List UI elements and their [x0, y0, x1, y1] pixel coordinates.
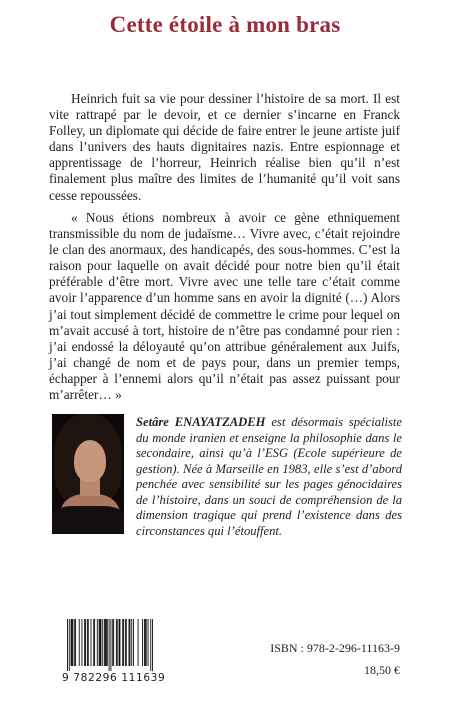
barcode-bar: [122, 619, 123, 666]
barcode-bar: [104, 619, 105, 666]
barcode-bar: [110, 619, 111, 671]
barcode-bar: [152, 619, 153, 671]
barcode-bar: [113, 619, 114, 666]
barcode-bar: [97, 619, 98, 666]
barcode-bar: [100, 619, 101, 666]
barcode-bar: [148, 619, 149, 666]
isbn-text: ISBN : 978-2-296-11163-9: [270, 641, 400, 655]
barcode-bar: [79, 619, 80, 666]
price-text: 18,50 €: [364, 663, 400, 677]
barcode-bar: [107, 619, 108, 666]
barcode-bar: [88, 619, 89, 666]
barcode-bar: [138, 619, 139, 666]
barcode-bar: [74, 619, 75, 666]
barcode-bar: [129, 619, 130, 666]
barcode-bar: [106, 619, 107, 666]
barcode-bar: [144, 619, 145, 666]
author-photo: [52, 414, 124, 534]
author-bio: [136, 415, 402, 539]
quote-paragraph: « Nous étions nombreux à avoir ce gène ethniquement transmissible du nom de judaïsme… Vivre avec, c’était rejoindre le clan des anormaux, des handicapés, des sous-hommes. C’est la raison pour laquelle on avait décidé pour notre bien qu’il était préférable d’être mort. Vivre avec une telle tare c’était comme avoir l’apparence d’un homme sans en avoir la dignité (…) Alors j’ai tout simplement décidé de commettre le crime pour lequel on m’avait accusé à tort, histoire de n’être pas condamné pour rien : j’ai endossé la déloyauté qu’on attribue généralement aux Juifs, j’ai changé de nom et de pays pour, dans un premier temps, échapper à l’ennemi alors qu’il n’était pas assez puissant pour m’arrêter… »: [49, 210, 400, 403]
barcode-bars: [67, 619, 153, 671]
barcode-bar: [150, 619, 151, 671]
barcode-bar: [142, 619, 143, 666]
barcode-bar: [85, 619, 86, 666]
barcode-bar: [81, 619, 82, 666]
barcode-bar: [84, 619, 85, 666]
barcode-bar: [72, 619, 73, 666]
barcode-digits: 9 782296 111639: [62, 672, 166, 684]
author-name: Setâre ENAYATZADEH: [136, 415, 266, 429]
barcode-bar: [129, 619, 130, 666]
barcode-bar: [133, 619, 134, 666]
barcode-bar: [93, 619, 94, 666]
barcode-bar: [102, 619, 103, 666]
barcode-bar: [99, 619, 100, 666]
barcode-bar: [146, 619, 147, 666]
barcode-bar: [120, 619, 121, 666]
barcode-bar: [125, 619, 126, 666]
barcode-bar: [100, 619, 101, 666]
barcode-bar: [112, 619, 113, 666]
barcode-bar: [126, 619, 127, 666]
barcode-bar: [69, 619, 70, 671]
barcode-bar: [123, 619, 124, 666]
barcode-bar: [131, 619, 132, 666]
barcode: [62, 619, 166, 684]
barcode-bar: [119, 619, 120, 666]
author-bio-text: est désormais spécialiste du monde iranien et enseigne la philosophie dans le secondaire, ainsi qu’à l’ESG (Ecole supérieure de gestion). Née à Marseille en 1983, elle s’est d’abord penchée avec sensibilité sur les pages génocidaires de l’histoire, dans un souci de compréhension de la dimension tragique qui prend l’existence dans des circonstances qui l’étouffent.: [136, 415, 402, 538]
synopsis-paragraph: Heinrich fuit sa vie pour dessiner l’histoire de sa mort. Il est vite rattrapé par le devoir, et ce dernier s’incarne en Franck Folley, un diplomate qui décide de faire entrer le jeune artiste juif dans l’univers des hauts dignitaires nazis. Entre espionnage et apprentissage de l’horreur, Heinrich réalise bien qu’il n’est finalement plus maître des limites de l’humanité qu’il voit sans cesse repoussées.: [49, 91, 400, 203]
barcode-bar: [91, 619, 92, 666]
barcode-bar: [145, 619, 146, 666]
barcode-bar: [105, 619, 106, 666]
book-title: Cette étoile à mon bras: [109, 12, 341, 37]
barcode-bar: [116, 619, 117, 666]
barcode-bar: [71, 619, 72, 666]
barcode-bar: [67, 619, 68, 671]
barcode-bar: [109, 619, 110, 671]
barcode-bar: [72, 619, 73, 666]
barcode-bar: [94, 619, 95, 666]
barcode-bar: [87, 619, 88, 666]
barcode-bar: [75, 619, 76, 666]
barcode-bar: [117, 619, 118, 666]
